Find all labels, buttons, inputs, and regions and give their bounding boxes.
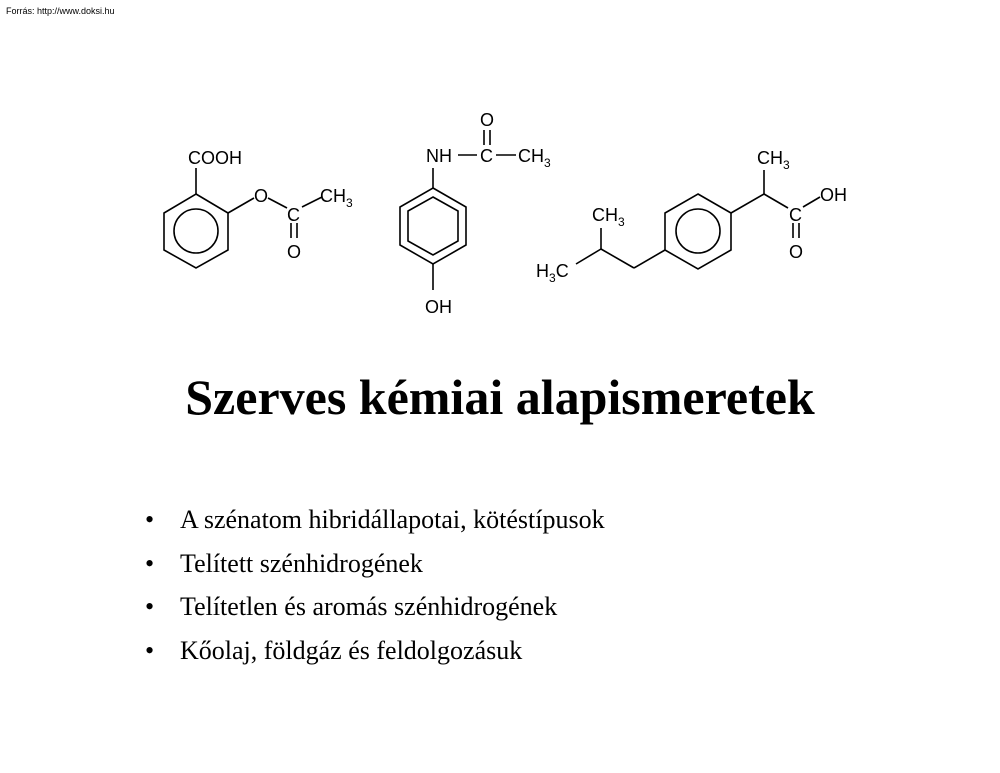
paracetamol-ring-inner [408,197,458,255]
paracetamol-oh: OH [425,297,452,317]
ibuprofen-ch-mid: CH [592,205,618,225]
aspirin-bond-o-c [268,198,287,208]
ibuprofen-ring [665,194,731,269]
ibuprofen-structure [536,148,847,285]
ibuprofen-h: H [536,261,549,281]
paracetamol-ring [400,188,466,264]
ibuprofen-bond-ch2-ch [601,249,634,268]
source-label: Forrás: http://www.doksi.hu [6,6,115,16]
paracetamol-o: O [480,110,495,130]
aspirin-ch3 [320,186,353,210]
ibuprofen-bond-ring-ch [731,194,764,213]
ibuprofen-sub-top: 3 [783,158,790,172]
aspirin-sub3: 3 [346,196,353,210]
paracetamol-ch3 [518,146,551,170]
list-item [140,629,605,673]
aspirin-bond-c-ch3 [302,197,322,207]
ibuprofen-bond-c-oh [803,197,820,207]
topic-text: Kőolaj, földgáz és feldolgozásuk [180,635,523,665]
ibuprofen-bond-ch-h3c [576,249,601,264]
ibuprofen-bond-ch-c [764,194,788,208]
paracetamol-nh: NH [426,146,452,166]
ibuprofen-c-h3c: C [555,261,569,281]
ibuprofen-c: C [789,205,802,225]
list-item [140,585,605,629]
topic-text: A szénatom hibridállapotai, kötéstípusok [180,505,605,534]
list-item [140,542,605,586]
bullet: • [145,635,155,665]
chemical-structures [0,0,1000,340]
aspirin-ring-circle [174,209,218,253]
ibuprofen-ring-circle [676,209,720,253]
ibuprofen-bond-ring-ch2 [634,250,665,268]
ibuprofen-ch3-top [757,148,790,172]
page-title: Szerves kémiai alapismeretek [185,369,815,425]
ibuprofen-ch3-mid [592,205,625,229]
ibuprofen-sub-mid: 3 [618,215,625,229]
aspirin-cooh: COOH [188,148,242,168]
topic-text: Telített szénhidrogének [180,548,423,578]
ibuprofen-o: O [789,242,804,262]
ibuprofen-h3c [536,261,569,285]
topic-list [140,498,605,672]
bullet: • [145,548,155,578]
aspirin-bond-ring-o [228,198,254,213]
paracetamol-structure [400,110,551,317]
ibuprofen-sub-h: 3 [549,271,556,285]
bullet: • [145,592,155,621]
paracetamol-c: C [480,146,493,166]
aspirin-ch: CH [320,186,346,206]
topic-text: Telítetlen és aromás szénhidrogének [180,592,558,621]
aspirin-o-ether: O [254,186,269,206]
aspirin-structure [164,148,353,268]
ibuprofen-ch-top: CH [757,148,783,168]
paracetamol-sub3: 3 [544,156,551,170]
bullet: • [145,505,155,534]
aspirin-o-carbonyl: O [287,242,302,262]
ibuprofen-oh: OH [820,185,847,205]
aspirin-c: C [287,205,300,225]
paracetamol-ch: CH [518,146,544,166]
list-item [140,498,605,542]
